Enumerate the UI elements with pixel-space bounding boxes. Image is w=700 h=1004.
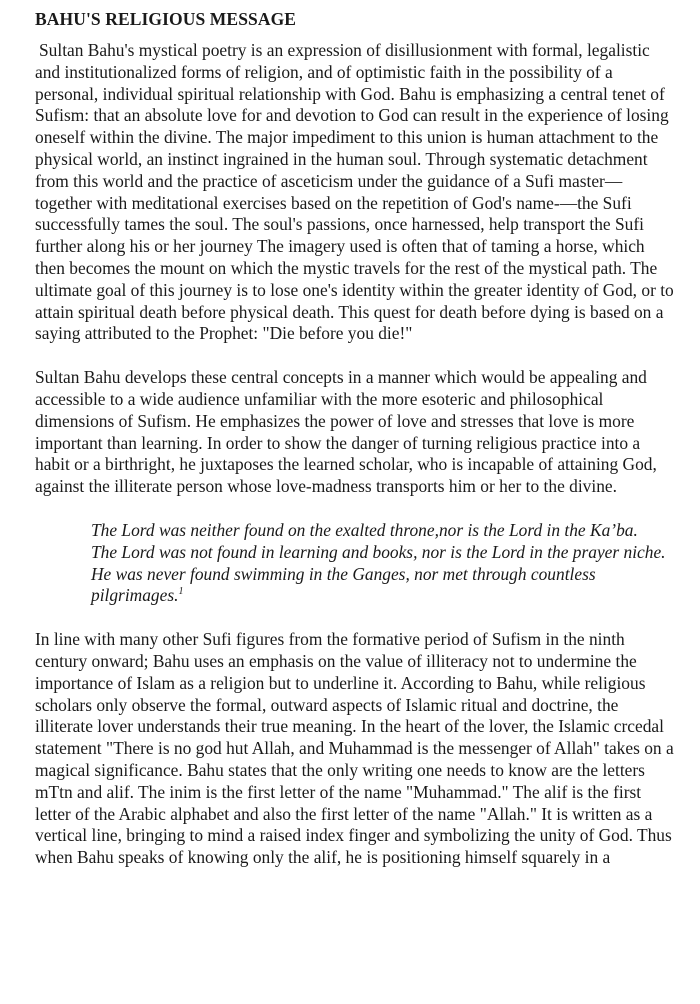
paragraph-2: Sultan Bahu develops these central concepts in a manner which would be appealing and accessible to a wide audience unfamiliar with the more esoteric and philosophical dimensions of Sufism. He emphasizes the power of love and stresses that love is more important than learning. In order to show the danger of turning religious practice into a habit or a birthright, he juxtaposes the learned scholar, who is incapable of attaining God, against the illiterate person whose love-madness transports him or her to the divine.	[35, 367, 657, 497]
document-page	[35, 8, 675, 869]
paragraph-gap	[35, 607, 675, 629]
quote-line-2: The Lord was not found in learning and books, nor is the Lord in the prayer niche.	[91, 541, 666, 562]
quote-line-3-wrap	[91, 564, 675, 608]
poem-quote	[91, 520, 675, 607]
paragraph-gap	[35, 345, 675, 367]
section-heading: BAHU'S RELIGIOUS MESSAGE	[35, 9, 297, 29]
footnote-marker[interactable]: 1	[178, 586, 184, 598]
paragraph-3: In line with many other Sufi figures from the formative period of Sufism in the ninth century onward; Bahu uses an emphasis on the value of illiteracy not to undermine the importance of Islam as a religion but to underline it. According to Bahu, while religious scholars only observe the formal, outward aspects of Islamic ritual and doctrine, the illiterate lover understands their true meaning. In the heart of the lover, the Islamic crcedal statement "There is no god hut Allah, and Muhammad is the messenger of Allah" takes on a magical significance. Bahu states that the only writing one needs to know are the letters mTtn and alif. The inim is the first letter of the name "Muhammad." The alif is the first letter of the Arabic alphabet and also the first letter of the name "Allah." It is written as a vertical line, bringing to mind a raised index finger and symbolizing the unity of God. Thus when Bahu speaks of knowing only the alif, he is positioning himself squarely in a	[35, 629, 674, 868]
paragraph-1: Sultan Bahu's mystical poetry is an expression of disillusionment with formal, legalistic and institutionalized forms of religion, and of optimistic faith in the possibility of a personal, individual spiritual relationship with God. Bahu is emphasizing a central tenet of Sufism: that an absolute love for and devotion to God can result in the experience of losing oneself within the divine. The major impediment to this union is human attachment to the physical world, an instinct ingrained in the human soul. Through systematic detachment from this world and the practice of asceticism under the guidance of a Sufi master—together with meditational exercises based on the repetition of God's name-—the Sufi successfully tames the soul. The soul's passions, once harnessed, help transport the Sufi further along his or her journey The imagery used is often that of taming a horse, which then becomes the mount on which the mystic travels for the rest of the mystical path. The ultimate goal of this journey is to lose one's identity within the greater identity of God, or to attain spiritual death before physical death. This quest for death before dying is based on a saying attributed to the Prophet: "Die before you die!"	[35, 40, 674, 344]
quote-line-3: He was never found swimming in the Ganges, nor met through countless pilgrimages.	[91, 563, 596, 606]
quote-line-1: The Lord was neither found on the exalted throne,nor is the Lord in the Ka’ba.	[91, 519, 638, 540]
paragraph-gap	[35, 498, 675, 520]
